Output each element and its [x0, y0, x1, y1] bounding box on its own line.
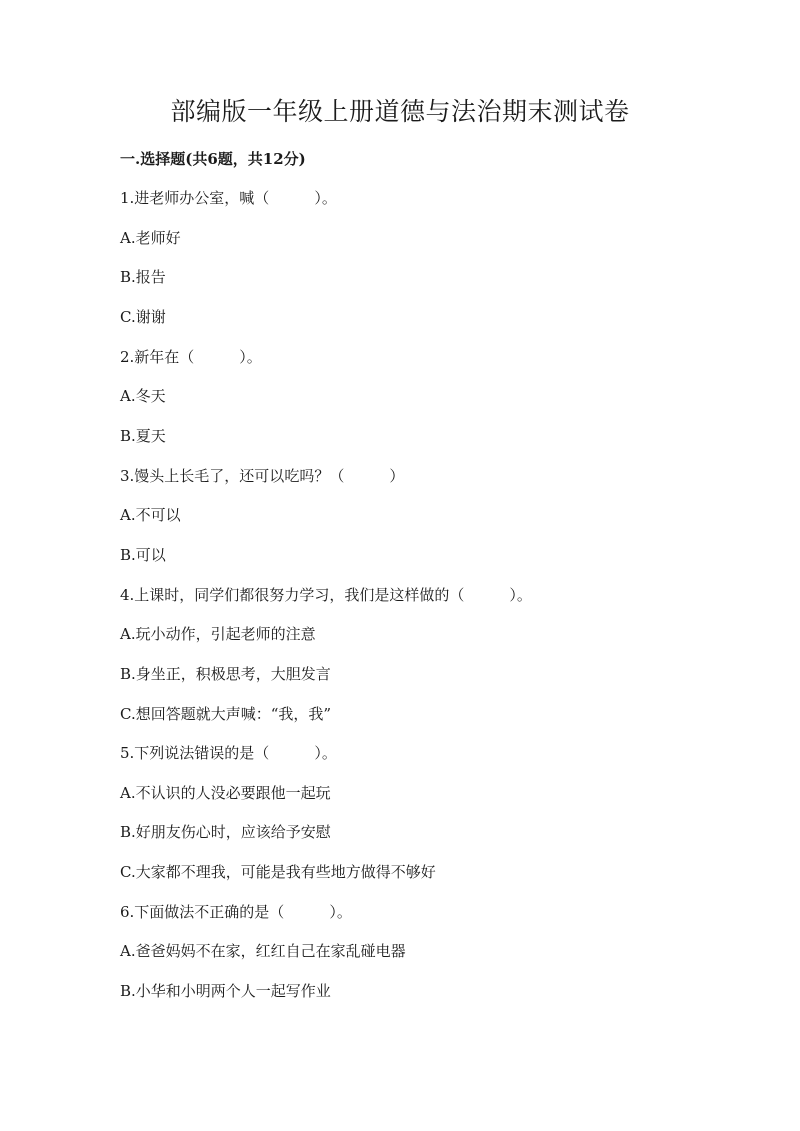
question-2-stem: 2.新年在（ ）。 — [120, 348, 262, 366]
question-1-option-a: A.老师好 — [120, 229, 181, 247]
question-4-option-c: C.想回答题就大声喊：“我，我” — [120, 705, 332, 723]
question-2-option-b: B.夏天 — [120, 427, 166, 445]
question-5-option-b: B.好朋友伤心时，应该给予安慰 — [120, 823, 331, 841]
question-3-option-a: A.不可以 — [120, 506, 181, 524]
question-4-stem: 4.上课时，同学们都很努力学习，我们是这样做的（ ）。 — [120, 586, 532, 604]
question-1-option-b: B.报告 — [120, 268, 166, 286]
question-4-option-b: B.身坐正，积极思考，大胆发言 — [120, 665, 331, 683]
question-2-option-a: A.冬天 — [120, 387, 166, 405]
question-1-stem: 1.进老师办公室，喊（ ）。 — [120, 189, 337, 207]
page-title: 部编版一年级上册道德与法治期末测试卷 — [170, 97, 630, 126]
question-4-option-a: A.玩小动作，引起老师的注意 — [120, 625, 316, 643]
question-6-stem: 6.下面做法不正确的是（ ）。 — [120, 903, 352, 921]
question-3-option-b: B.可以 — [120, 546, 166, 564]
question-5-option-a: A.不认识的人没必要跟他一起玩 — [120, 784, 331, 802]
question-5-stem: 5.下列说法错误的是（ ）。 — [120, 744, 337, 762]
question-5-option-c: C.大家都不理我，可能是我有些地方做得不够好 — [120, 863, 436, 881]
question-3-stem: 3.馒头上长毛了，还可以吃吗？（ ） — [120, 467, 405, 485]
question-6-option-b: B.小华和小明两个人一起写作业 — [120, 982, 331, 1000]
section-heading: 一.选择题(共6题，共12分) — [120, 150, 306, 168]
question-1-option-c: C.谢谢 — [120, 308, 166, 326]
question-6-option-a: A.爸爸妈妈不在家，红红自己在家乱碰电器 — [120, 942, 406, 960]
